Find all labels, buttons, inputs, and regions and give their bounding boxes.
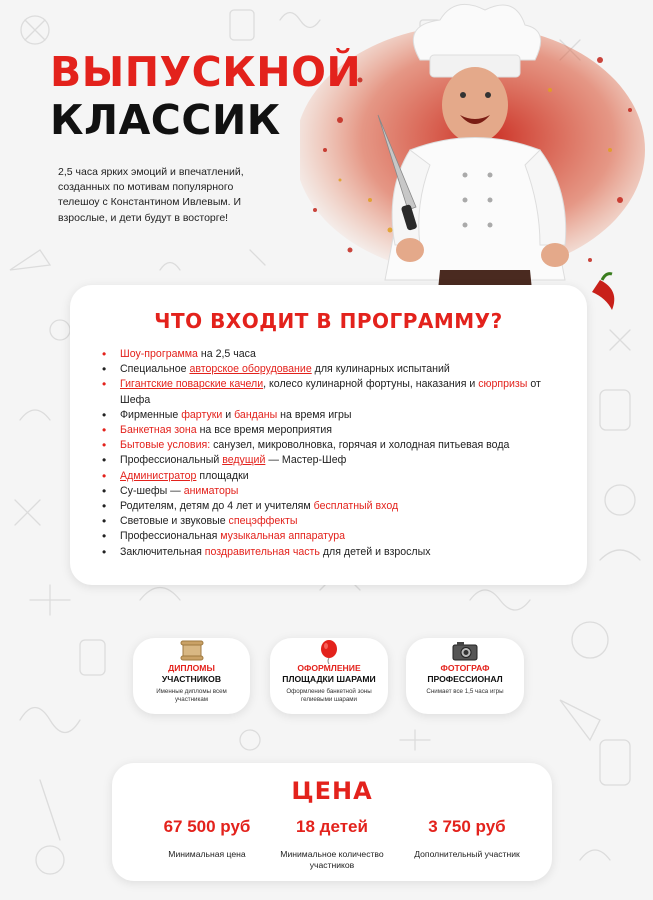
participants-label: Минимальное количество участников [280,849,384,870]
feature-title-black: УЧАСТНИКОВ [161,674,222,684]
bullet-icon: • [102,362,107,377]
camera-icon [451,640,479,662]
bullet-icon: • [102,483,107,498]
highlighted-text: Бытовые условия: [120,439,211,452]
feature-card-photographer [406,638,524,714]
bullet-icon: • [102,514,107,529]
bullet-icon: • [102,453,107,468]
highlighted-text: спецэффекты [228,515,298,528]
highlighted-text: Администратор [120,469,197,482]
item-text: Фирменные [120,408,182,421]
item-text: Су-шефы — [120,484,184,497]
feature-card-balloons [270,638,388,714]
bullet-icon: • [102,438,107,453]
highlighted-text: сюрпризы [478,378,528,391]
highlighted-text: Гигантские поварские качели [120,378,264,391]
item-text: — Мастер-Шеф [265,454,347,467]
bullet-icon: • [102,423,107,438]
highlighted-text: фартуки [181,408,223,421]
highlighted-text: банданы [234,408,278,421]
program-item [102,347,572,362]
feature-description: Оформление банкетной зоны гелиевыми шарами [286,688,372,703]
item-text: на время игры [277,408,352,421]
item-text: от Шефа [120,378,541,406]
price-min [142,817,272,860]
feature-title-red: ОФОРМЛЕНИЕ [297,663,361,673]
title-line-2: КЛАССИК [50,96,281,144]
extra-label: Дополнительный участник [414,849,520,859]
price-heading: ЦЕНА [291,777,373,805]
price-label: Минимальная цена [168,849,246,859]
program-item [102,514,572,529]
item-text: и [222,408,235,421]
item-text: на все время мероприятия [196,424,333,437]
highlighted-text: аниматоры [183,484,239,497]
price-value: 67 500 руб [163,817,251,836]
feature-description: Снимает все 1,5 часа игры [426,688,504,695]
program-item [102,484,572,499]
program-item [102,362,572,377]
item-text: Специальное [120,363,190,376]
feature-card-diplomas [133,638,250,714]
item-text: Профессиональная [120,530,221,543]
program-item [102,499,572,514]
item-text: для кулинарных испытаний [311,363,450,376]
bullet-icon: • [102,544,107,559]
highlighted-text: Шоу-программа [120,348,198,360]
program-item [102,453,572,468]
program-heading: ЧТО ВХОДИТ В ПРОГРАММУ? [154,309,503,333]
feature-title-black: ПРОФЕССИОНАЛ [427,674,503,684]
item-text: Родителям, детям до 4 лет и учителям [120,500,314,513]
bullet-icon: • [102,529,107,544]
participants-value: 18 детей [296,817,368,836]
program-item [102,408,572,423]
extra-value: 3 750 руб [428,817,506,836]
program-item [102,423,572,438]
item-text: для детей и взрослых [319,545,431,558]
program-item [102,377,572,407]
program-item [102,545,572,560]
feature-title-red: ФОТОГРАФ [440,663,490,673]
item-text: , колесо кулинарной фортуны, наказания и [263,378,479,391]
item-text: Заключительная [120,545,205,558]
bullet-icon: • [102,347,107,361]
feature-title-red: ДИПЛОМЫ [168,663,215,673]
price-card [112,763,552,881]
item-text: Профессиональный [120,454,223,467]
item-text: Световые и звуковые [120,515,229,528]
program-item [102,469,572,484]
program-item [102,529,572,544]
highlighted-text: авторское оборудование [189,363,312,376]
program-card [70,285,587,585]
highlighted-text: музыкальная аппаратура [220,530,346,543]
balloon-icon [318,640,340,664]
bullet-icon: • [102,499,107,514]
feature-title-black: ПЛОЩАДКИ ШАРАМИ [282,674,376,684]
highlighted-text: бесплатный вход [313,500,399,513]
item-text: санузел, микроволновка, горячая и холодная питьевая вода [210,439,510,452]
bullet-icon: • [102,468,107,483]
intro-text: 2,5 часа ярких эмоций и впечатлений, созданных по мотивам популярного телешоу с Константином Ивлевым. И взрослые, и дети будут в восторге! [58,166,244,224]
program-list [102,347,572,560]
bullet-icon: • [102,407,107,422]
title-line-1: ВЫПУСКНОЙ [50,48,362,96]
program-item [102,438,572,453]
highlighted-text: Банкетная зона [120,424,197,437]
bullet-icon: • [102,377,107,392]
scroll-icon [179,640,205,662]
extra-participant-price [402,817,532,860]
min-participants [272,817,392,871]
highlighted-text: ведущий [222,454,266,467]
item-text: площадки [196,469,249,482]
highlighted-text: поздравительная часть [204,545,320,558]
item-text: на 2,5 часа [197,348,256,360]
feature-description: Именные дипломы всем участникам [156,688,227,703]
